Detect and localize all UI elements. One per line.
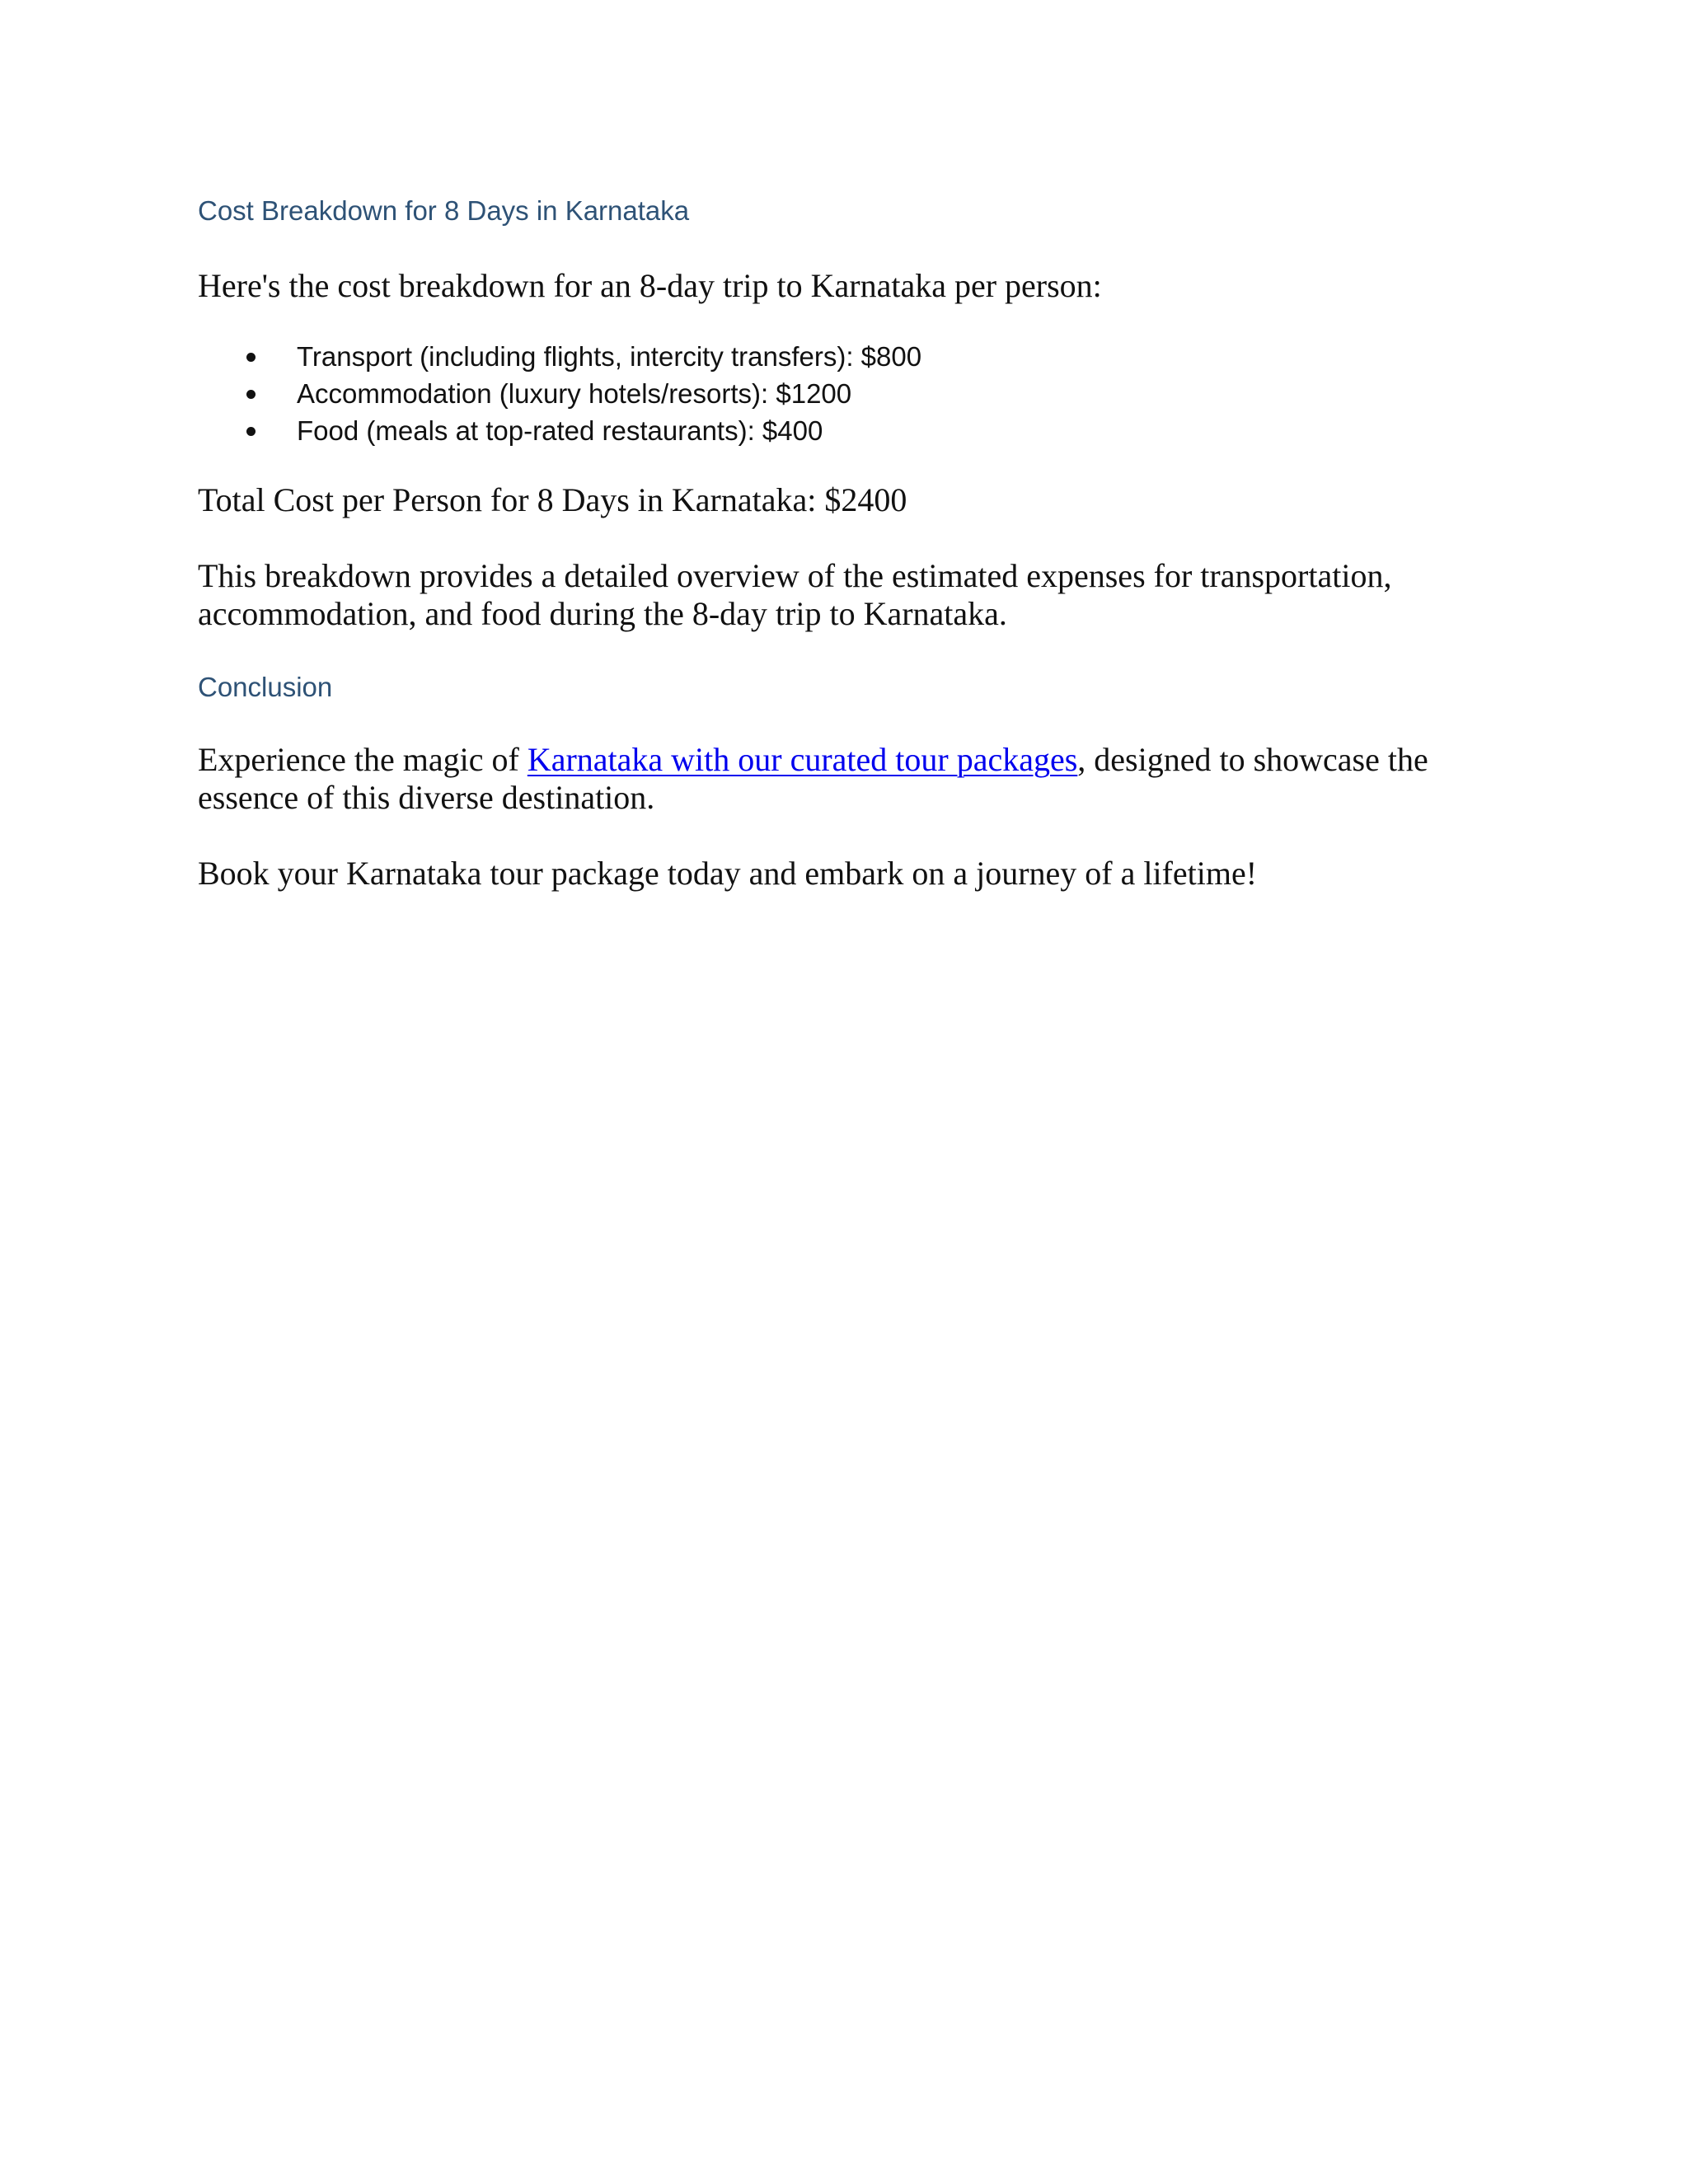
- cost-item-food: Food (meals at top-rated restaurants): $400: [297, 415, 823, 446]
- cost-item-accommodation: Accommodation (luxury hotels/resorts): $1200: [297, 377, 852, 409]
- list-item: [198, 338, 1500, 375]
- bullet-icon: [246, 427, 256, 436]
- tour-packages-link[interactable]: Karnataka with our curated tour packages: [527, 741, 1078, 779]
- cost-item-transport: Transport (including flights, intercity transfers): $800: [297, 340, 922, 372]
- cost-item-list: [198, 338, 1500, 449]
- bullet-icon: [246, 353, 256, 362]
- intro-paragraph: Here's the cost breakdown for an 8-day trip to Karnataka per person:: [198, 266, 1102, 304]
- experience-text-after: , designed to showcase the essence of this diverse destination.: [198, 741, 1428, 817]
- list-item: [198, 412, 1500, 449]
- conclusion-heading: Conclusion: [198, 671, 333, 702]
- experience-paragraph: [198, 741, 1500, 817]
- document-content: [198, 194, 1500, 893]
- call-to-action-paragraph: Book your Karnataka tour package today and embark on a journey of a lifetime!: [198, 855, 1258, 893]
- list-item: [198, 375, 1500, 412]
- bullet-icon: [246, 390, 256, 399]
- overview-paragraph: This breakdown provides a detailed overview of the estimated expenses for transportation, accommodation, and food during the 8-day trip to Karnataka.: [198, 556, 1392, 632]
- total-cost-paragraph: Total Cost per Person for 8 Days in Karnataka: $2400: [198, 480, 907, 518]
- experience-text-before: Experience the magic of: [198, 741, 528, 779]
- cost-breakdown-heading: Cost Breakdown for 8 Days in Karnataka: [198, 195, 690, 226]
